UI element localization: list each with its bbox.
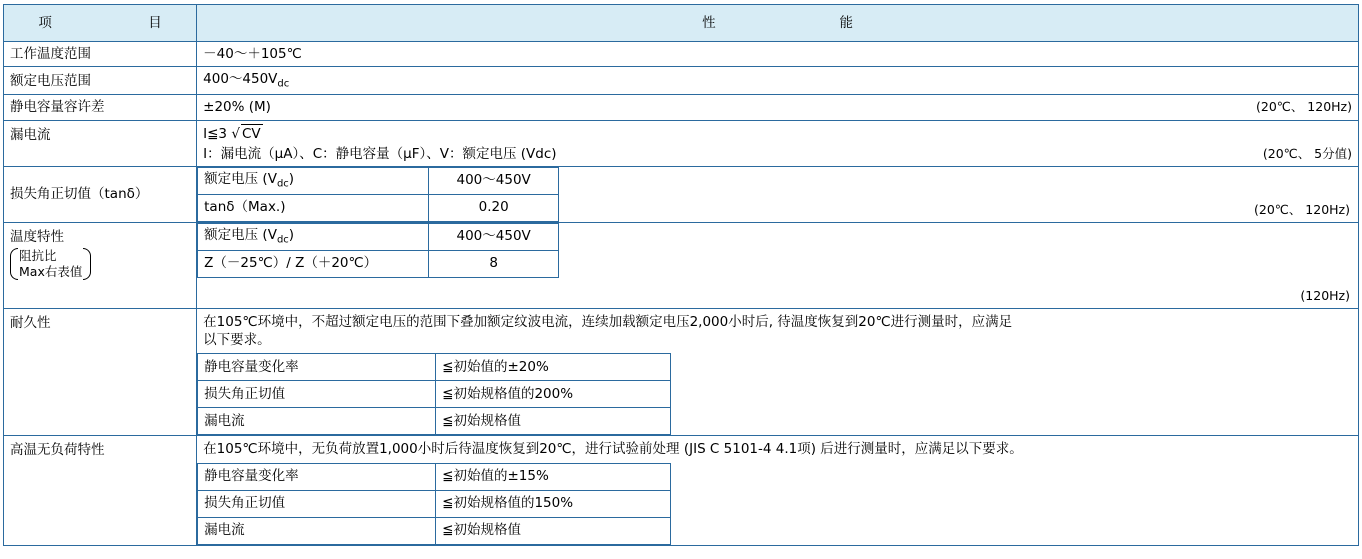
table-row [198,224,559,251]
row-value-voltage-range [197,67,1359,95]
table-row [198,354,671,381]
temp-char-rated-voltage-label [198,224,429,251]
temp-char-label-line1: 温度特性 [10,229,64,246]
table-row [4,167,1359,223]
endurance-tan-delta-value: ≦初始规格值的200% [436,381,671,408]
temp-char-rated-voltage-value: 400～450V [429,224,559,251]
table-header-row [4,5,1359,42]
endurance-subtable [197,353,671,435]
tan-delta-rated-voltage-value: 400～450V [429,168,559,195]
row-value-tan-delta [197,167,1359,223]
row-label-capacitance-tolerance: 静电容量容许差 [4,95,197,120]
high-temp-tan-delta-label: 损失角正切值 [198,490,436,517]
leakage-formula-line [203,124,1352,143]
header-cell-performance [197,5,1359,42]
table-row [198,463,671,490]
endurance-tan-delta-label: 损失角正切值 [198,381,436,408]
row-label-leakage-current: 漏电流 [4,120,197,166]
row-label-temp-range: 工作温度范围 [4,42,197,67]
tan-delta-max-label: tanδ（Max.) [198,195,429,222]
row-label-high-temp-no-load: 高温无负荷特性 [4,436,197,545]
leakage-formula-prefix: I≦3 [203,125,228,142]
row-value-high-temp-no-load [197,436,1359,545]
row-label-temperature-characteristics [4,223,197,309]
specification-table [3,4,1359,546]
row-label-endurance: 耐久性 [4,308,197,435]
high-temp-cap-change-value: ≦初始值的±15% [436,463,671,490]
temp-char-impedance-label: Z（－25℃）/ Z（＋20℃） [198,251,429,278]
tan-delta-subtable [197,167,559,222]
temp-char-label-line2: 阻抗比 [19,248,57,264]
endurance-leakage-label: 漏电流 [198,408,436,435]
temp-char-label-bracket [10,248,91,279]
row-value-temperature-characteristics [197,223,1359,309]
row-value-capacitance-tolerance [197,95,1359,120]
high-temp-leakage-label: 漏电流 [198,517,436,544]
leakage-legend: I：漏电流（μA）、C：静电容量（μF）、V：额定电压 (Vdc) [203,145,557,162]
table-row [4,42,1359,67]
table-row [4,436,1359,545]
table-row [4,223,1359,309]
table-row [4,120,1359,166]
endurance-cap-change-label: 静电容量变化率 [198,354,436,381]
row-value-leakage-current [197,120,1359,166]
row-value-temp-range: －40～＋105℃ [197,42,1359,67]
table-row [198,490,671,517]
table-row [198,408,671,435]
tan-delta-max-value: 0.20 [429,195,559,222]
header-performance-label: 性 能 [702,14,868,31]
high-temp-description-line1: 在105℃环境中，无负荷放置1,000小时后待温度恢复到20℃，进行试验前处理 (JIS C 5101-4 4.1项) 后进行测量时，应满足以下要求。 [203,441,1023,458]
table-row [198,168,559,195]
high-temp-cap-change-label: 静电容量变化率 [198,463,436,490]
leakage-formula-radicand: CV [241,125,261,142]
capacitance-tolerance-value: ±20% (M) [203,99,271,116]
voltage-range-subscript: dc [277,78,290,90]
endurance-cap-change-value: ≦初始值的±20% [436,354,671,381]
endurance-leakage-value: ≦初始规格值 [436,408,671,435]
endurance-description [197,309,1358,353]
table-row [4,95,1359,120]
header-item-label: 项 目 [38,14,176,31]
tan-delta-rated-voltage-text: 额定电压 (V [204,171,277,188]
leakage-note: (20℃、 5分值) [1262,145,1352,161]
high-temp-subtable [197,463,671,545]
tan-delta-rated-voltage-post: ) [288,171,295,188]
table-row [198,517,671,544]
tan-delta-rated-voltage-sub: dc [276,178,289,190]
table-row [198,381,671,408]
tan-delta-note: (20℃、 120Hz) [1254,202,1350,218]
endurance-description-line2: 以下要求。 [203,332,271,349]
temp-char-rated-voltage-text: 额定电压 (V [204,227,277,244]
table-row [198,195,559,222]
high-temp-leakage-value: ≦初始规格值 [436,517,671,544]
temp-char-rated-voltage-sub: dc [276,234,289,246]
endurance-description-line1: 在105℃环境中，不超过额定电压的范围下叠加额定纹波电流，连续加载额定电压2,000小时后, 待温度恢复到20℃进行测量时，应满足 [203,313,1013,330]
voltage-range-value: 400～450V [203,71,278,88]
temp-char-subtable [197,223,559,278]
capacitance-tolerance-note: (20℃、 120Hz) [1256,99,1352,115]
table-row [4,67,1359,95]
row-label-tan-delta: 损失角正切值（tanδ） [4,167,197,223]
header-cell-item [4,5,197,42]
temp-char-note: (120Hz) [1300,288,1350,304]
sqrt-icon: √ [231,125,240,142]
temp-char-impedance-value: 8 [429,251,559,278]
tan-delta-rated-voltage-label [198,168,429,195]
high-temp-tan-delta-value: ≦初始规格值的150% [436,490,671,517]
temp-char-label-line3: Max右表值 [19,263,83,279]
table-row [198,251,559,278]
high-temp-description [197,436,1358,462]
row-value-endurance [197,308,1359,435]
table-row [4,308,1359,435]
temp-char-rated-voltage-post: ) [288,227,295,244]
row-label-voltage-range: 额定电压范围 [4,67,197,95]
